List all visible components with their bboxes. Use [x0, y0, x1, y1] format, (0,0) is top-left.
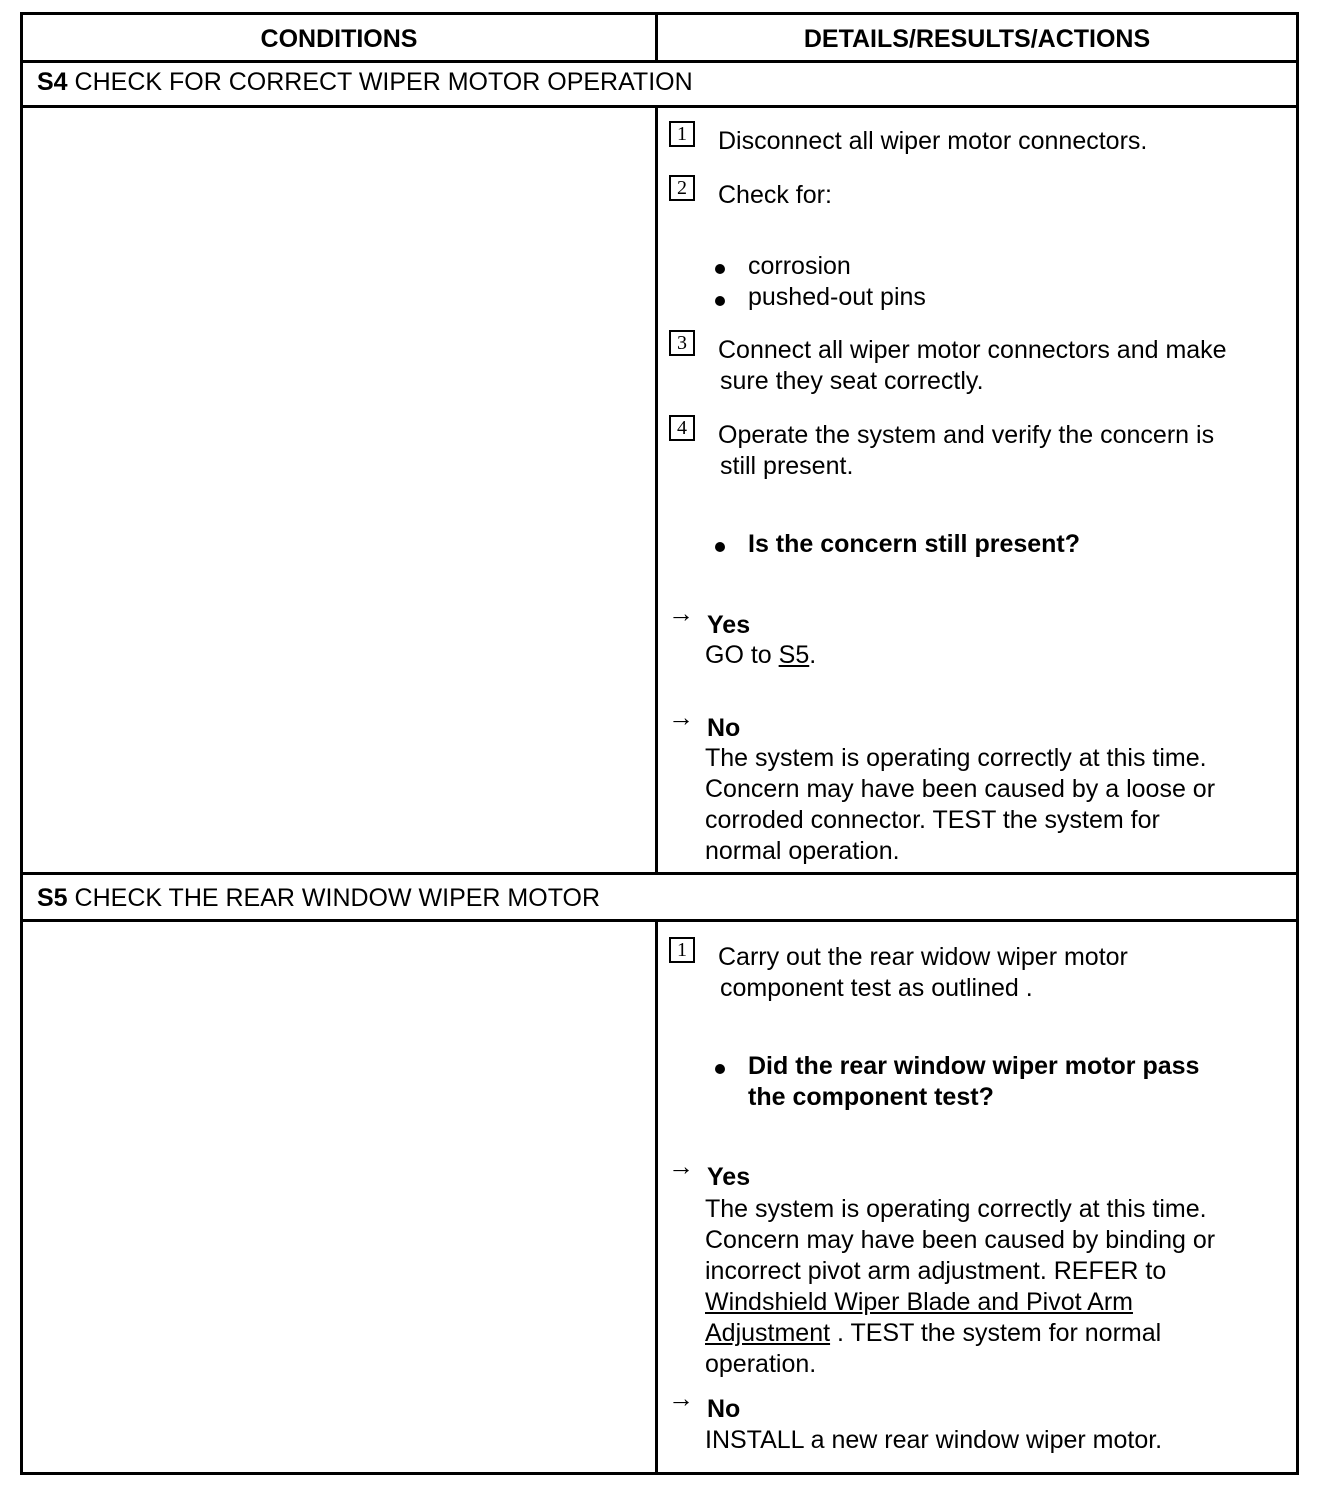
s5-no-label: No: [707, 1395, 741, 1423]
wiper-adjustment-link[interactable]: Windshield Wiper Blade and Pivot Arm: [705, 1288, 1133, 1316]
arrow-right-icon: →: [668, 702, 694, 732]
wiper-adjustment-link[interactable]: Adjustment: [705, 1319, 831, 1347]
s5-yes-line1: The system is operating correctly at this time.: [705, 1195, 1207, 1223]
step-number-box: 2: [669, 175, 695, 201]
s4-title: CHECK FOR CORRECT WIPER MOTOR OPERATION: [74, 68, 693, 96]
s5-title: CHECK THE REAR WINDOW WIPER MOTOR: [74, 884, 601, 912]
s5-column-divider: [655, 922, 658, 1475]
s5-step1-line1: Carry out the rear widow wiper motor: [718, 943, 1128, 971]
s5-title-divider: [23, 919, 1296, 922]
bullet-icon: [715, 542, 725, 552]
s5-yes-after-link: . TEST the system for normal: [830, 1319, 1162, 1347]
s4-step3-line2: sure they seat correctly.: [720, 367, 984, 395]
bullet-icon: [715, 264, 725, 274]
s4-step4-line1: Operate the system and verify the concern is: [718, 421, 1215, 449]
s4-step3-line1: Connect all wiper motor connectors and make: [718, 336, 1227, 364]
s5-yes-line3: incorrect pivot arm adjustment. REFER to: [705, 1257, 1167, 1285]
diagnostic-table: [20, 12, 1299, 1475]
s5-no-text: INSTALL a new rear window wiper motor.: [705, 1426, 1163, 1454]
s4-code: S4: [37, 68, 68, 96]
step-number-box: 1: [669, 937, 695, 963]
s4-no-line4: normal operation.: [705, 837, 900, 865]
s5-link[interactable]: S5: [778, 641, 810, 669]
step-number-box: 3: [669, 330, 695, 356]
bullet-icon: [715, 1064, 725, 1074]
s5-code: S5: [37, 884, 68, 912]
step-number-box: 1: [669, 121, 695, 147]
s4-no-line2: Concern may have been caused by a loose or: [705, 775, 1216, 803]
s4-column-divider: [655, 108, 658, 872]
s5-step1-line2: component test as outlined .: [720, 974, 1033, 1002]
s4-yes-label: Yes: [707, 611, 751, 639]
details-header: DETAILS/RESULTS/ACTIONS: [803, 25, 1151, 53]
arrow-right-icon: →: [668, 598, 694, 628]
s4-step4-line2: still present.: [720, 452, 854, 480]
s5-yes-line6: operation.: [705, 1350, 817, 1378]
step-number-box: 4: [669, 415, 695, 441]
conditions-header: CONDITIONS: [260, 25, 418, 53]
arrow-right-icon: →: [668, 1383, 694, 1413]
s4-yes-action: [705, 640, 816, 671]
s4-no-line3: corroded connector. TEST the system for: [705, 806, 1160, 834]
bullet-icon: [715, 296, 725, 306]
s5-yes-label: Yes: [707, 1163, 751, 1191]
s5-yes-line5: [705, 1318, 1161, 1349]
s4-check-item: corrosion: [748, 252, 851, 280]
s4-end-divider: [23, 872, 1296, 875]
s4-check-item: pushed-out pins: [748, 283, 926, 311]
s5-question-line2: the component test?: [748, 1083, 994, 1111]
arrow-right-icon: →: [668, 1151, 694, 1181]
header-divider: [23, 60, 1296, 63]
s4-title-divider: [23, 105, 1296, 108]
s5-question-line1: Did the rear window wiper motor pass: [748, 1052, 1200, 1080]
s5-yes-line2: Concern may have been caused by binding or: [705, 1226, 1216, 1254]
s4-step2-text: Check for:: [718, 181, 832, 209]
s4-no-line1: The system is operating correctly at this time.: [705, 744, 1207, 772]
s4-no-label: No: [707, 714, 741, 742]
s4-step1-text: Disconnect all wiper motor connectors.: [718, 127, 1148, 155]
s4-yes-prefix: GO to: [705, 641, 779, 669]
s4-yes-suffix: .: [809, 641, 817, 669]
s4-section-title: [37, 67, 693, 98]
s4-question: Is the concern still present?: [748, 530, 1081, 558]
s5-section-title: [37, 883, 600, 914]
